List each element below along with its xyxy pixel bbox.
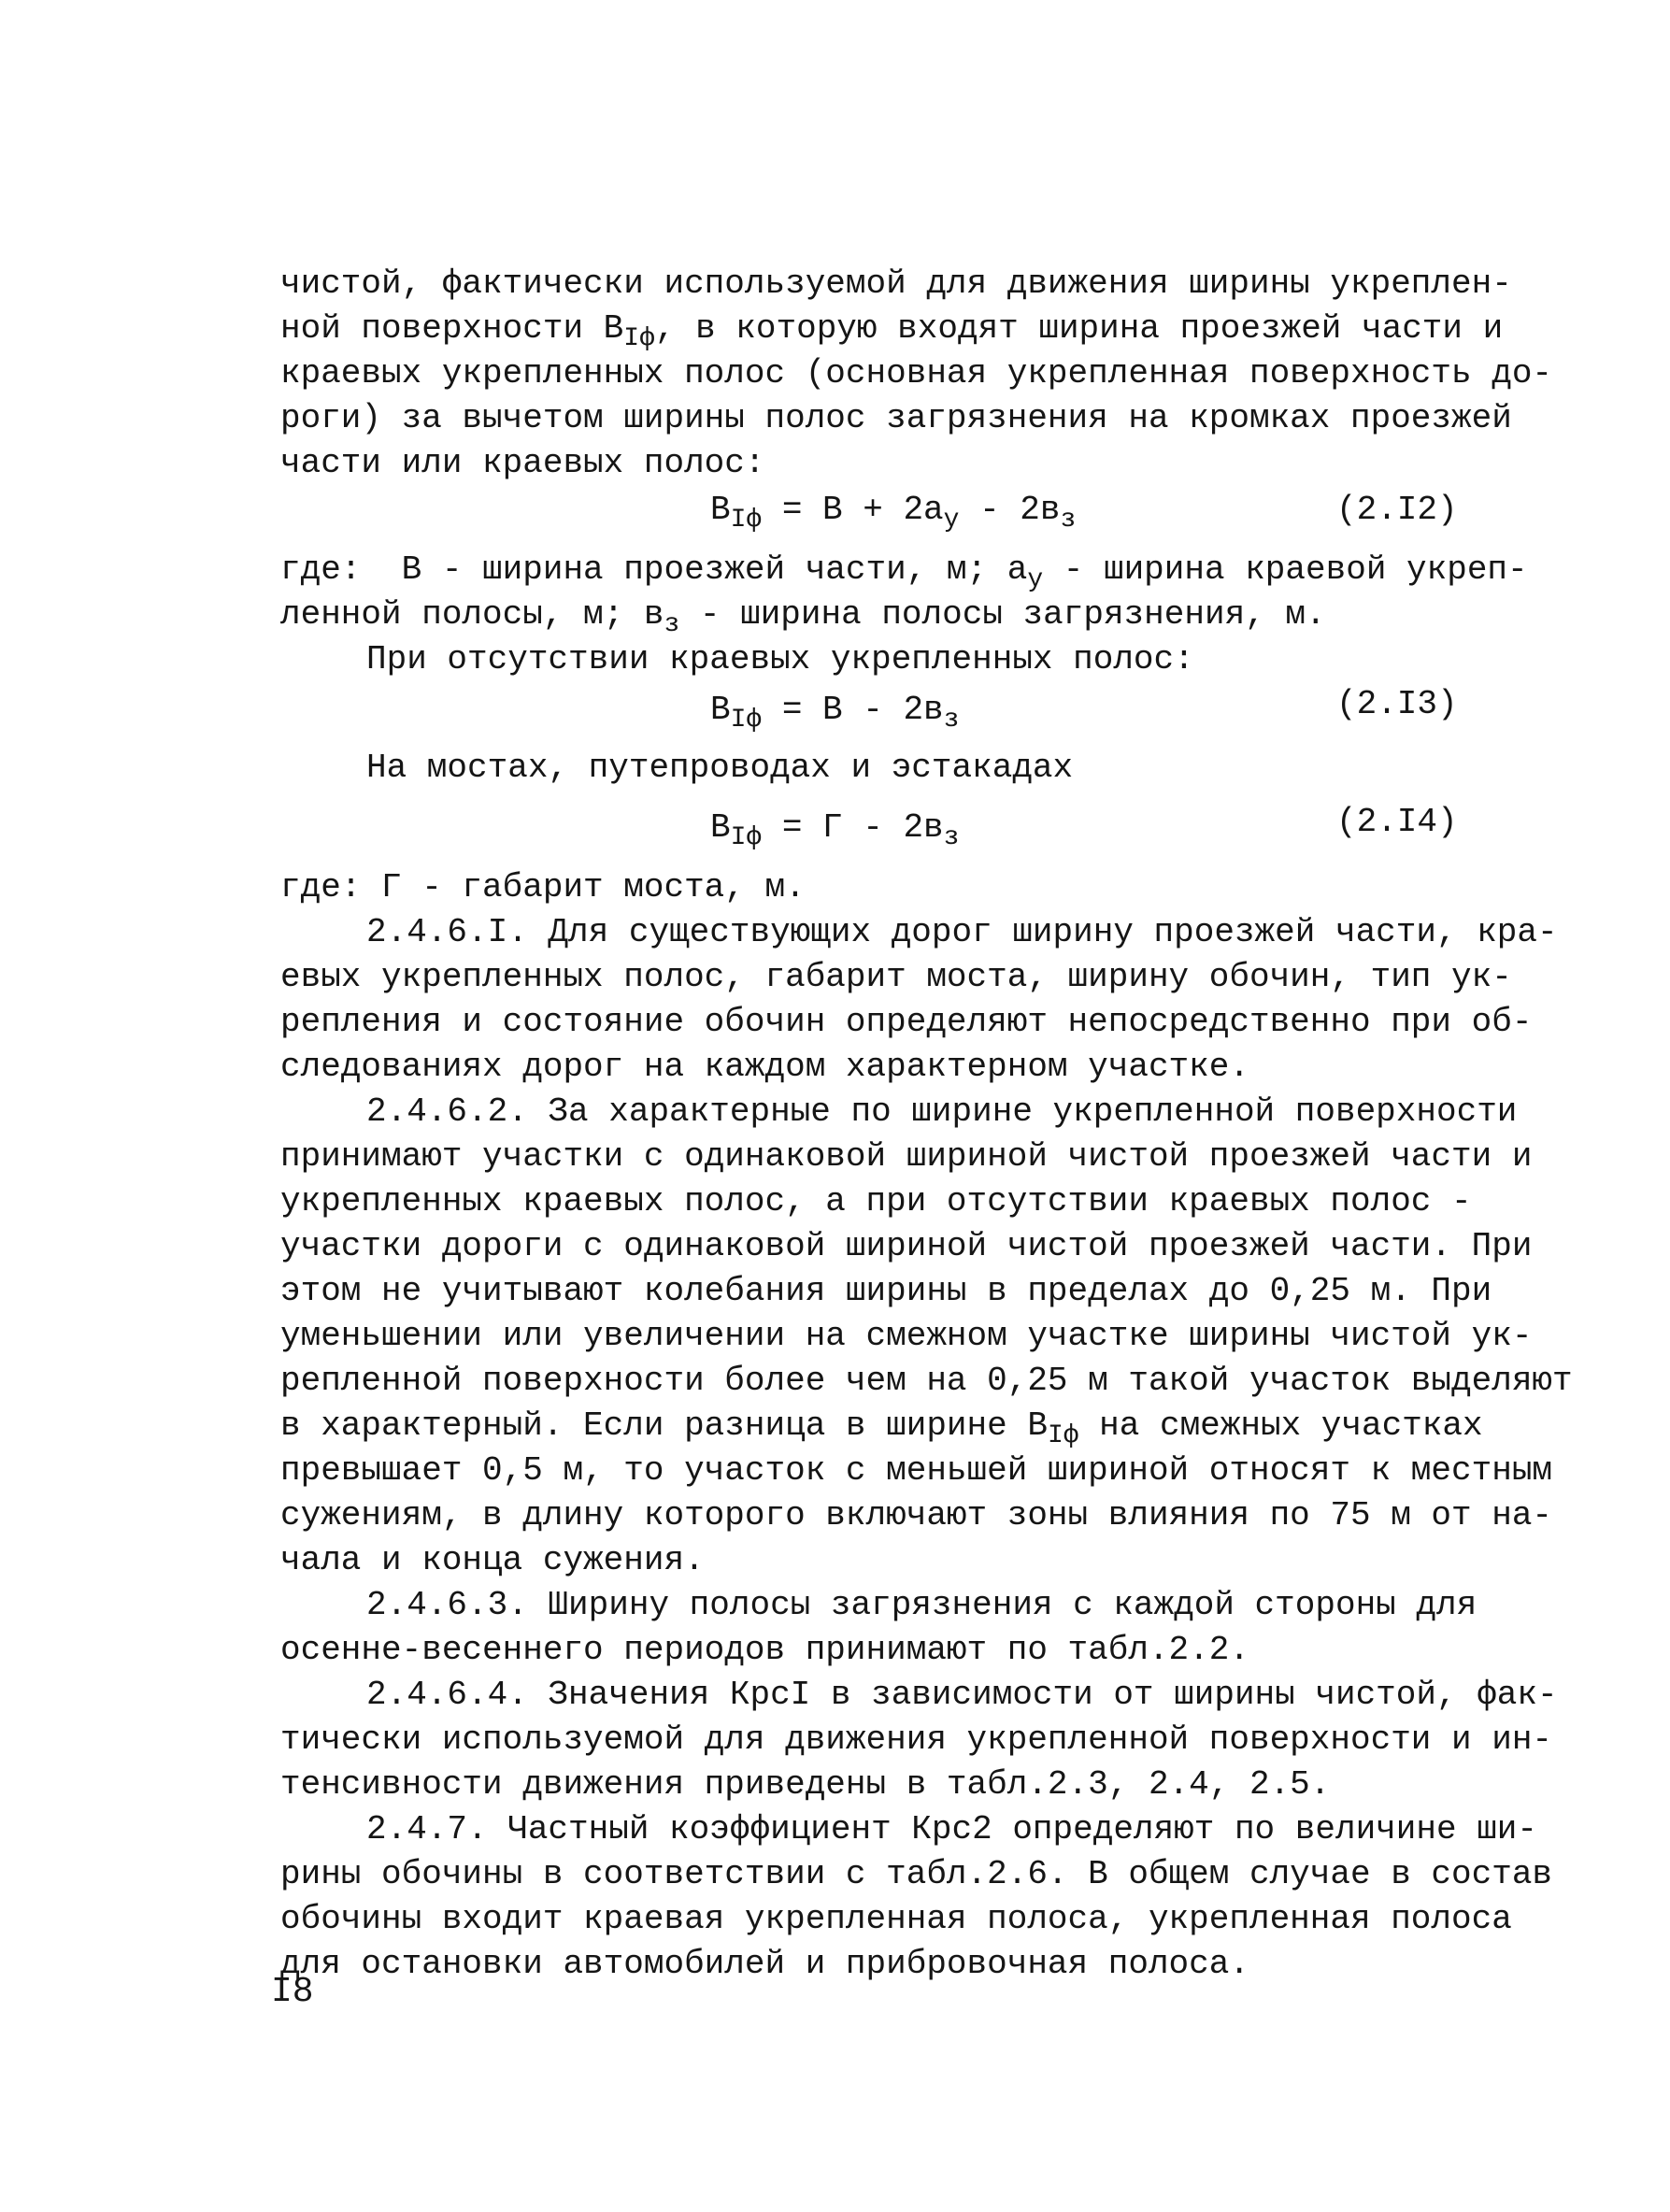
text-span: ленной полосы, м; в (280, 595, 664, 634)
subscript: з (1060, 506, 1077, 535)
text-line: где: Г - габарит моста, м. (280, 868, 806, 906)
formula-number: (2.I3) (1336, 685, 1458, 723)
text-line: осенне-весеннего периодов принимают по табл.2.2. (280, 1631, 1249, 1669)
subscript: з (943, 823, 960, 852)
formula-rhs: = В + 2а (781, 491, 944, 529)
text-line: 2.4.6.3. Ширину полосы загрязнения с каждой стороны для (366, 1586, 1477, 1624)
text-line: части или краевых полос: (280, 444, 765, 482)
text-line: следованиях дорог на каждом характерном участке. (280, 1048, 1249, 1086)
formula-2-12 (710, 488, 1076, 535)
subscript: Iф (623, 324, 655, 353)
text-line: тически используемой для движения укрепленной поверхности и ин- (280, 1720, 1553, 1759)
text-line: превышает 0,5 м, то участок с меньшей шириной относят к местным (280, 1451, 1553, 1490)
subscript: у (1027, 565, 1044, 594)
text-line: При отсутствии краевых укрепленных полос: (366, 640, 1194, 678)
text-line: чистой, фактически используемой для движения ширины укреплен- (280, 264, 1512, 303)
formula-number: (2.I2) (1336, 491, 1458, 529)
text-line: для остановки автомобилей и прибровочная полоса. (280, 1945, 1249, 1983)
subscript: Iф (1047, 1421, 1079, 1450)
formula-lhs: В (710, 491, 731, 529)
subscript: з (664, 610, 680, 639)
formula-lhs: В (710, 808, 731, 847)
text-span: ной поверхности В (280, 309, 624, 348)
text-span: - ширина полосы загрязнения, м. (679, 595, 1326, 634)
subscript: Iф (730, 506, 763, 535)
text-span: в характерный. Если разница в ширине В (280, 1406, 1048, 1445)
text-line: этом не учитывают колебания ширины в пределах до 0,25 м. При (280, 1272, 1492, 1310)
text-line (280, 592, 1326, 640)
formula-lhs: В (710, 691, 731, 729)
formula-rhs: - 2в (959, 491, 1061, 529)
subscript: з (943, 706, 960, 735)
formula-number: (2.I4) (1336, 803, 1458, 841)
formula-rhs: = Г - 2в (781, 808, 944, 847)
text-line: 2.4.6.4. Значения КрсI в зависимости от ширины чистой, фак- (366, 1676, 1558, 1714)
text-line (280, 307, 1503, 354)
text-line: участки дороги с одинаковой шириной чистой проезжей части. При (280, 1227, 1533, 1265)
text-line: тенсивности движения приведены в табл.2.3, 2.4, 2.5. (280, 1765, 1331, 1804)
text-span: , в которую входят ширина проезжей части и (654, 309, 1504, 348)
formula-rhs: = В - 2в (781, 691, 944, 729)
text-line: укрепленных краевых полос, а при отсутствии краевых полос - (280, 1182, 1472, 1220)
text-line: сужениям, в длину которого включают зоны влияния по 75 м от на- (280, 1496, 1553, 1534)
page-number: I8 (271, 1972, 314, 2012)
text-line: евых укрепленных полос, габарит моста, ширину обочин, тип ук- (280, 958, 1512, 996)
subscript: у (943, 506, 960, 535)
text-line: краевых укрепленных полос (основная укрепленная поверхность до- (280, 354, 1553, 392)
text-line: чала и конца сужения. (280, 1541, 705, 1579)
text-line (280, 1404, 1483, 1451)
subscript: Iф (730, 706, 763, 735)
text-line: 2.4.7. Частный коэффициент Крс2 определяют по величине ши- (366, 1810, 1538, 1848)
formula-2-13 (710, 688, 959, 735)
text-span: - ширина краевой укреп- (1043, 550, 1528, 589)
text-line: На мостах, путепроводах и эстакадах (366, 749, 1074, 787)
text-line: репленной поверхности более чем на 0,25 м такой участок выделяют (280, 1362, 1573, 1400)
text-line (280, 548, 1528, 595)
text-span: где: В - ширина проезжей части, м; а (280, 550, 1028, 589)
text-line: 2.4.6.2. За характерные по ширине укрепленной поверхности (366, 1092, 1518, 1131)
subscript: Iф (730, 823, 763, 852)
text-line: 2.4.6.I. Для существующих дорог ширину проезжей части, кра- (366, 913, 1558, 951)
text-line: роги) за вычетом ширины полос загрязнения на кромках проезжей (280, 399, 1512, 437)
text-span: на смежных участках (1078, 1406, 1483, 1445)
text-line: уменьшении или увеличении на смежном участке ширины чистой ук- (280, 1317, 1533, 1355)
text-line: обочины входит краевая укрепленная полоса, укрепленная полоса (280, 1900, 1512, 1938)
formula-2-14 (710, 806, 959, 853)
text-line: рины обочины в соответствии с табл.2.6. В общем случае в состав (280, 1855, 1553, 1893)
text-line: принимают участки с одинаковой шириной чистой проезжей части и (280, 1137, 1533, 1176)
text-line: репления и состояние обочин определяют непосредственно при об- (280, 1003, 1533, 1041)
